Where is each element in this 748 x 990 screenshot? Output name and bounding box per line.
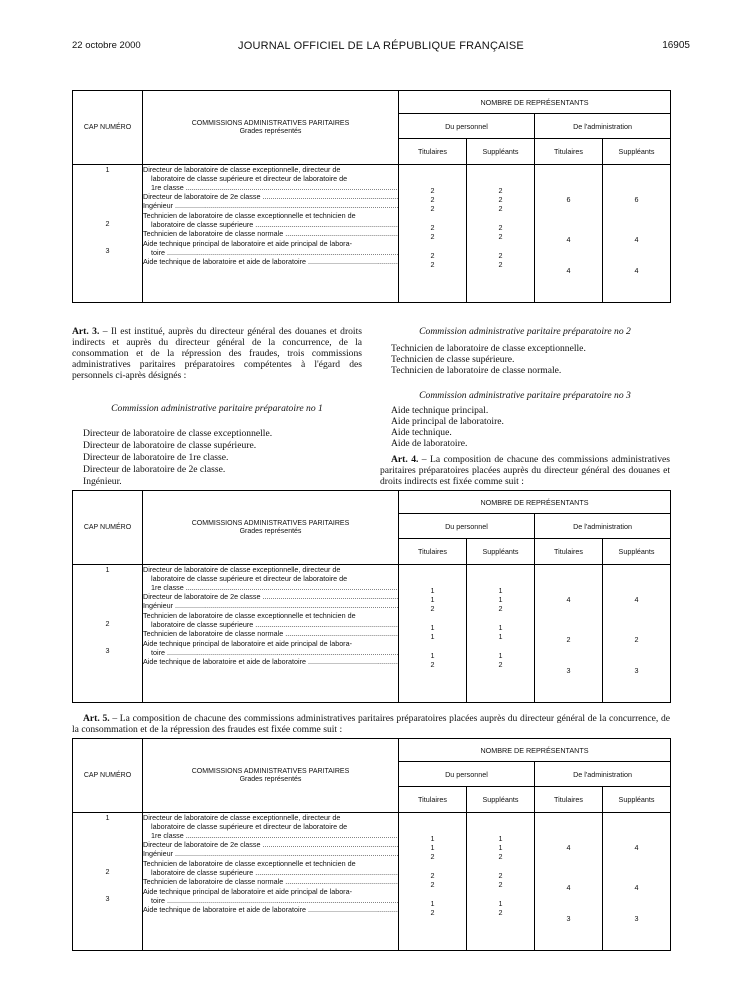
- cap2-item: Technicien de classe supérieure.: [391, 354, 515, 365]
- grade-line: laboratoire de classe supérieure et directeur de laboratoire de: [151, 822, 348, 831]
- value: 4: [634, 883, 639, 892]
- grade-line: Aide technique de laboratoire et aide de laboratoire .....: [143, 905, 398, 914]
- value: 2: [430, 660, 435, 669]
- value: 1: [430, 651, 435, 660]
- cap-number: 1: [105, 813, 110, 822]
- staff-titulaires-column: [399, 565, 467, 703]
- administration-header: De l'administration: [535, 114, 671, 139]
- commissions-header: COMMISSIONS ADMINISTRATIVES PARITAIRES Grades représentés: [143, 491, 399, 565]
- grade-line: 1re classe .....: [143, 183, 398, 192]
- value: 2: [498, 871, 503, 880]
- value: 2: [430, 195, 435, 204]
- representatives-header: NOMBRE DE REPRÉSENTANTS: [399, 491, 671, 514]
- staff-suppleants-header: Suppléants: [467, 539, 535, 565]
- cap3-item: Aide de laboratoire.: [391, 438, 468, 449]
- value: 2: [430, 908, 435, 917]
- admin-suppleants-column: [603, 565, 671, 703]
- cap2-section: [380, 326, 670, 376]
- grade-line: Directeur de laboratoire de 2e classe .....: [143, 840, 398, 849]
- composition-table: [72, 490, 671, 703]
- cap-number-header: CAP NUMÉRO: [73, 91, 143, 165]
- representatives-header: NOMBRE DE REPRÉSENTANTS: [399, 739, 671, 762]
- admin-titulaires-column: [535, 165, 603, 303]
- staff-suppleants-column: [467, 165, 535, 303]
- admin-titulaires-column: [535, 565, 603, 703]
- value: 2: [498, 908, 503, 917]
- issue-date: 22 octobre 2000: [72, 40, 141, 51]
- grade-line: Ingénieur .....: [143, 201, 398, 210]
- article-5: Art. 5. – La composition de chacune des commissions administratives paritaires préparatoires placées auprès du directeur général de la concurrence, de la consommation et de la répression des fraudes est fixée comme suit :: [72, 713, 671, 735]
- grade-line: Aide technique principal de laboratoire et aide principal de labora-: [143, 239, 352, 248]
- value: 1: [430, 586, 435, 595]
- grade-line: laboratoire de classe supérieure .....: [143, 868, 398, 877]
- cap-number: 2: [105, 867, 110, 876]
- staff-titulaires-header: Titulaires: [399, 787, 467, 813]
- grade-line: Directeur de laboratoire de classe exceptionnelle, directeur de: [143, 813, 341, 822]
- cap1-title: Commission administrative paritaire préparatoire no 1: [111, 403, 323, 414]
- grade-line: 1re classe .....: [143, 583, 398, 592]
- value: 2: [430, 204, 435, 213]
- staff-titulaires-header: Titulaires: [399, 539, 467, 565]
- value: 2: [498, 251, 503, 260]
- value: 2: [430, 880, 435, 889]
- grade-line: Aide technique de laboratoire et aide de laboratoire .....: [143, 657, 398, 666]
- cap-number-header: CAP NUMÉRO: [73, 491, 143, 565]
- staff-titulaires-header: Titulaires: [399, 139, 467, 165]
- grade-line: 1re classe .....: [143, 831, 398, 840]
- article-3: Art. 3. – Il est institué, auprès du directeur général des douanes et droits indirects et auprès du directeur général de la concurrence, de la consommation et de la répression des fraudes, trois commissions administratives paritaires préparatoires compétentes à l'égard des personnels ci-après désignés :: [72, 326, 362, 381]
- value: 3: [634, 666, 639, 675]
- cap-number: 3: [105, 246, 110, 255]
- admin-titulaires-header: Titulaires: [535, 139, 603, 165]
- cap-numbers-column: [73, 165, 143, 303]
- admin-titulaires-header: Titulaires: [535, 787, 603, 813]
- staff-suppleants-header: Suppléants: [467, 787, 535, 813]
- value: 4: [566, 595, 571, 604]
- grade-line: Directeur de laboratoire de 2e classe .....: [143, 192, 398, 201]
- value: 1: [498, 843, 503, 852]
- value: 4: [634, 595, 639, 604]
- value: 4: [566, 266, 571, 275]
- admin-titulaires-column: [535, 813, 603, 951]
- grade-line: laboratoire de classe supérieure .....: [143, 220, 398, 229]
- value: 1: [498, 623, 503, 632]
- cap-numbers-column: [73, 565, 143, 703]
- value: 4: [566, 883, 571, 892]
- value: 6: [566, 195, 571, 204]
- value: 1: [498, 632, 503, 641]
- value: 2: [498, 852, 503, 861]
- admin-suppleants-header: Suppléants: [603, 139, 671, 165]
- grade-line: Ingénieur .....: [143, 601, 398, 610]
- value: 4: [634, 266, 639, 275]
- value: 4: [634, 843, 639, 852]
- cap3-item: Aide principal de laboratoire.: [391, 416, 504, 427]
- staff-suppleants-column: [467, 813, 535, 951]
- staff-titulaires-column: [399, 165, 467, 303]
- cap2-title: Commission administrative paritaire préparatoire no 2: [419, 326, 631, 337]
- value: 2: [430, 604, 435, 613]
- grade-line: laboratoire de classe supérieure .....: [143, 620, 398, 629]
- representatives-header: NOMBRE DE REPRÉSENTANTS: [399, 91, 671, 114]
- cap-numbers-column: [73, 813, 143, 951]
- value: 1: [498, 834, 503, 843]
- grade-line: toire .....: [143, 648, 398, 657]
- staff-suppleants-header: Suppléants: [467, 139, 535, 165]
- value: 2: [430, 852, 435, 861]
- value: 2: [634, 635, 639, 644]
- staff-suppleants-column: [467, 565, 535, 703]
- cap-number: 2: [105, 619, 110, 628]
- cap3-title: Commission administrative paritaire préparatoire no 3: [419, 390, 631, 401]
- cap-number: 3: [105, 894, 110, 903]
- grade-line: Directeur de laboratoire de classe exceptionnelle, directeur de: [143, 565, 341, 574]
- cap-number: 1: [105, 165, 110, 174]
- grade-line: toire .....: [143, 896, 398, 905]
- value: 2: [498, 195, 503, 204]
- value: 1: [430, 843, 435, 852]
- grade-line: laboratoire de classe supérieure et directeur de laboratoire de: [151, 574, 348, 583]
- grades-column: [143, 565, 399, 703]
- commissions-header: COMMISSIONS ADMINISTRATIVES PARITAIRES Grades représentés: [143, 739, 399, 813]
- grade-line: Technicien de laboratoire de classe exceptionnelle et technicien de: [143, 211, 356, 220]
- value: 2: [498, 223, 503, 232]
- composition-table: [72, 738, 671, 951]
- value: 2: [430, 186, 435, 195]
- value: 1: [498, 595, 503, 604]
- value: 2: [566, 635, 571, 644]
- administration-header: De l'administration: [535, 762, 671, 787]
- value: 3: [634, 914, 639, 923]
- commissions-header: COMMISSIONS ADMINISTRATIVES PARITAIRES Grades représentés: [143, 91, 399, 165]
- cap1-item: Directeur de laboratoire de classe supérieure.: [83, 440, 257, 451]
- staff-titulaires-column: [399, 813, 467, 951]
- value: 1: [430, 623, 435, 632]
- cap1-item: Directeur de laboratoire de 2e classe.: [83, 464, 226, 475]
- grade-line: toire .....: [143, 248, 398, 257]
- cap1-item: Directeur de laboratoire de 1re classe.: [83, 452, 229, 463]
- article-4: Art. 4. – La composition de chacune des commissions administratives paritaires préparatoires placées auprès du directeur général des douanes et droits indirects est fixée comme suit :: [380, 454, 670, 487]
- value: 3: [566, 666, 571, 675]
- journal-title: JOURNAL OFFICIEL DE LA RÉPUBLIQUE FRANÇAISE: [238, 40, 524, 52]
- value: 1: [430, 595, 435, 604]
- administration-header: De l'administration: [535, 514, 671, 539]
- value: 2: [498, 186, 503, 195]
- grade-line: Technicien de laboratoire de classe exceptionnelle et technicien de: [143, 859, 356, 868]
- grade-line: Directeur de laboratoire de 2e classe .....: [143, 592, 398, 601]
- grade-line: Technicien de laboratoire de classe normale .....: [143, 229, 398, 238]
- value: 2: [430, 251, 435, 260]
- grade-line: Technicien de laboratoire de classe exceptionnelle et technicien de: [143, 611, 356, 620]
- cap3-section: [380, 390, 670, 449]
- grade-line: Technicien de laboratoire de classe normale .....: [143, 877, 398, 886]
- running-header: [72, 40, 690, 54]
- value: 1: [498, 651, 503, 660]
- cap1-section: [72, 403, 362, 487]
- value: 6: [634, 195, 639, 204]
- value: 2: [498, 232, 503, 241]
- staff-header: Du personnel: [399, 762, 535, 787]
- cap-number: 3: [105, 646, 110, 655]
- page-number: 16905: [662, 40, 690, 51]
- value: 2: [498, 204, 503, 213]
- cap3-item: Aide technique.: [391, 427, 452, 438]
- value: 2: [430, 232, 435, 241]
- cap1-item: Ingénieur.: [83, 476, 122, 487]
- value: 2: [498, 604, 503, 613]
- value: 2: [498, 260, 503, 269]
- value: 2: [430, 871, 435, 880]
- composition-table: [72, 90, 671, 303]
- admin-suppleants-column: [603, 165, 671, 303]
- value: 1: [430, 834, 435, 843]
- cap2-item: Technicien de laboratoire de classe exceptionnelle.: [391, 343, 586, 354]
- staff-header: Du personnel: [399, 114, 535, 139]
- grade-line: Technicien de laboratoire de classe normale .....: [143, 629, 398, 638]
- value: 1: [498, 586, 503, 595]
- cap-number-header: CAP NUMÉRO: [73, 739, 143, 813]
- value: 1: [498, 899, 503, 908]
- cap1-item: Directeur de laboratoire de classe exceptionnelle.: [83, 428, 273, 439]
- grades-column: [143, 165, 399, 303]
- grade-line: Aide technique de laboratoire et aide de laboratoire .....: [143, 257, 398, 266]
- admin-suppleants-column: [603, 813, 671, 951]
- cap-number: 2: [105, 219, 110, 228]
- value: 2: [430, 260, 435, 269]
- cap-number: 1: [105, 565, 110, 574]
- grade-line: laboratoire de classe supérieure et directeur de laboratoire de: [151, 174, 348, 183]
- admin-suppleants-header: Suppléants: [603, 787, 671, 813]
- value: 2: [498, 880, 503, 889]
- grade-line: Aide technique principal de laboratoire et aide principal de labora-: [143, 887, 352, 896]
- admin-suppleants-header: Suppléants: [603, 539, 671, 565]
- grades-column: [143, 813, 399, 951]
- staff-header: Du personnel: [399, 514, 535, 539]
- cap2-item: Technicien de laboratoire de classe normale.: [391, 365, 562, 376]
- grade-line: Directeur de laboratoire de classe exceptionnelle, directeur de: [143, 165, 341, 174]
- value: 1: [430, 632, 435, 641]
- value: 4: [566, 843, 571, 852]
- value: 2: [430, 223, 435, 232]
- grade-line: Aide technique principal de laboratoire et aide principal de labora-: [143, 639, 352, 648]
- value: 4: [566, 235, 571, 244]
- admin-titulaires-header: Titulaires: [535, 539, 603, 565]
- value: 3: [566, 914, 571, 923]
- value: 4: [634, 235, 639, 244]
- value: 1: [430, 899, 435, 908]
- grade-line: Ingénieur .....: [143, 849, 398, 858]
- value: 2: [498, 660, 503, 669]
- cap3-item: Aide technique principal.: [391, 405, 489, 416]
